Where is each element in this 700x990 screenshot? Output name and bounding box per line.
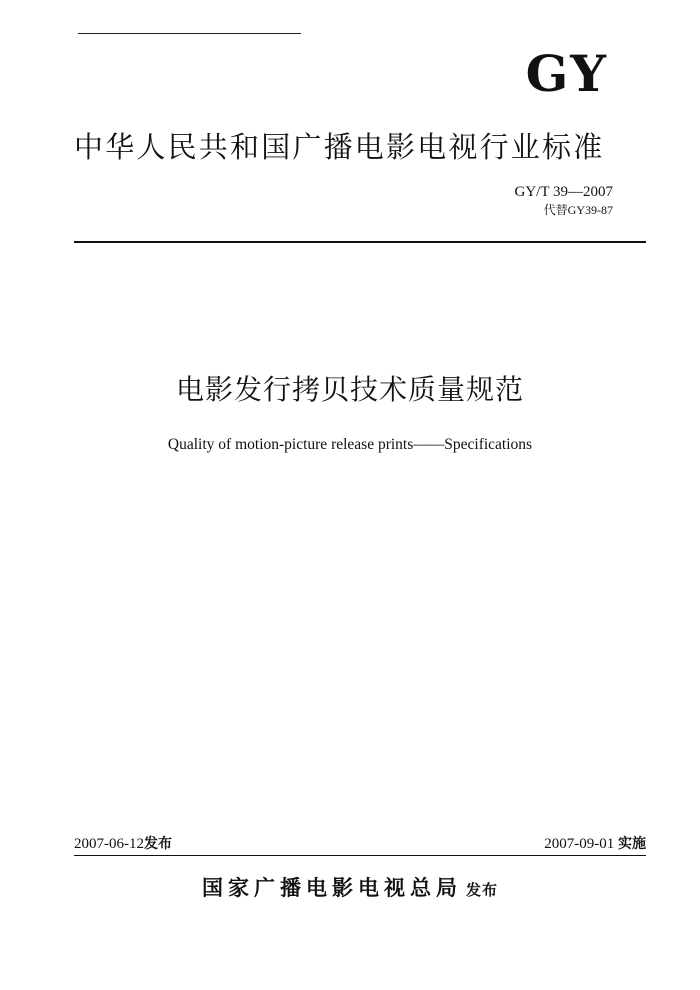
implementation-date: 2007-09-01 [544,836,615,852]
replaces-note: 代替GY39-87 [543,203,613,217]
implementation-date-line [544,835,646,853]
organization-title: 中华人民共和国广播电影电视行业标准 [74,130,605,164]
footer-rule [74,855,646,856]
top-rule [78,33,301,34]
issue-date: 2007-06-12 [74,836,144,852]
issue-label: 发布 [144,836,172,852]
standard-number: GY/T 39—2007 [514,184,613,200]
issue-date-line [74,835,172,853]
document-title-english: Quality of motion-picture release prints——Specifications [167,436,533,453]
implementation-label: 实施 [618,836,646,852]
publisher-name: 国家广播电影电视总局 [201,876,462,900]
document-title-chinese: 电影发行拷贝技术质量规范 [175,373,524,406]
header-rule [74,241,646,243]
publisher-line [0,873,700,903]
gy-logo: GY [525,44,608,103]
publisher-action: 发布 [465,881,498,899]
